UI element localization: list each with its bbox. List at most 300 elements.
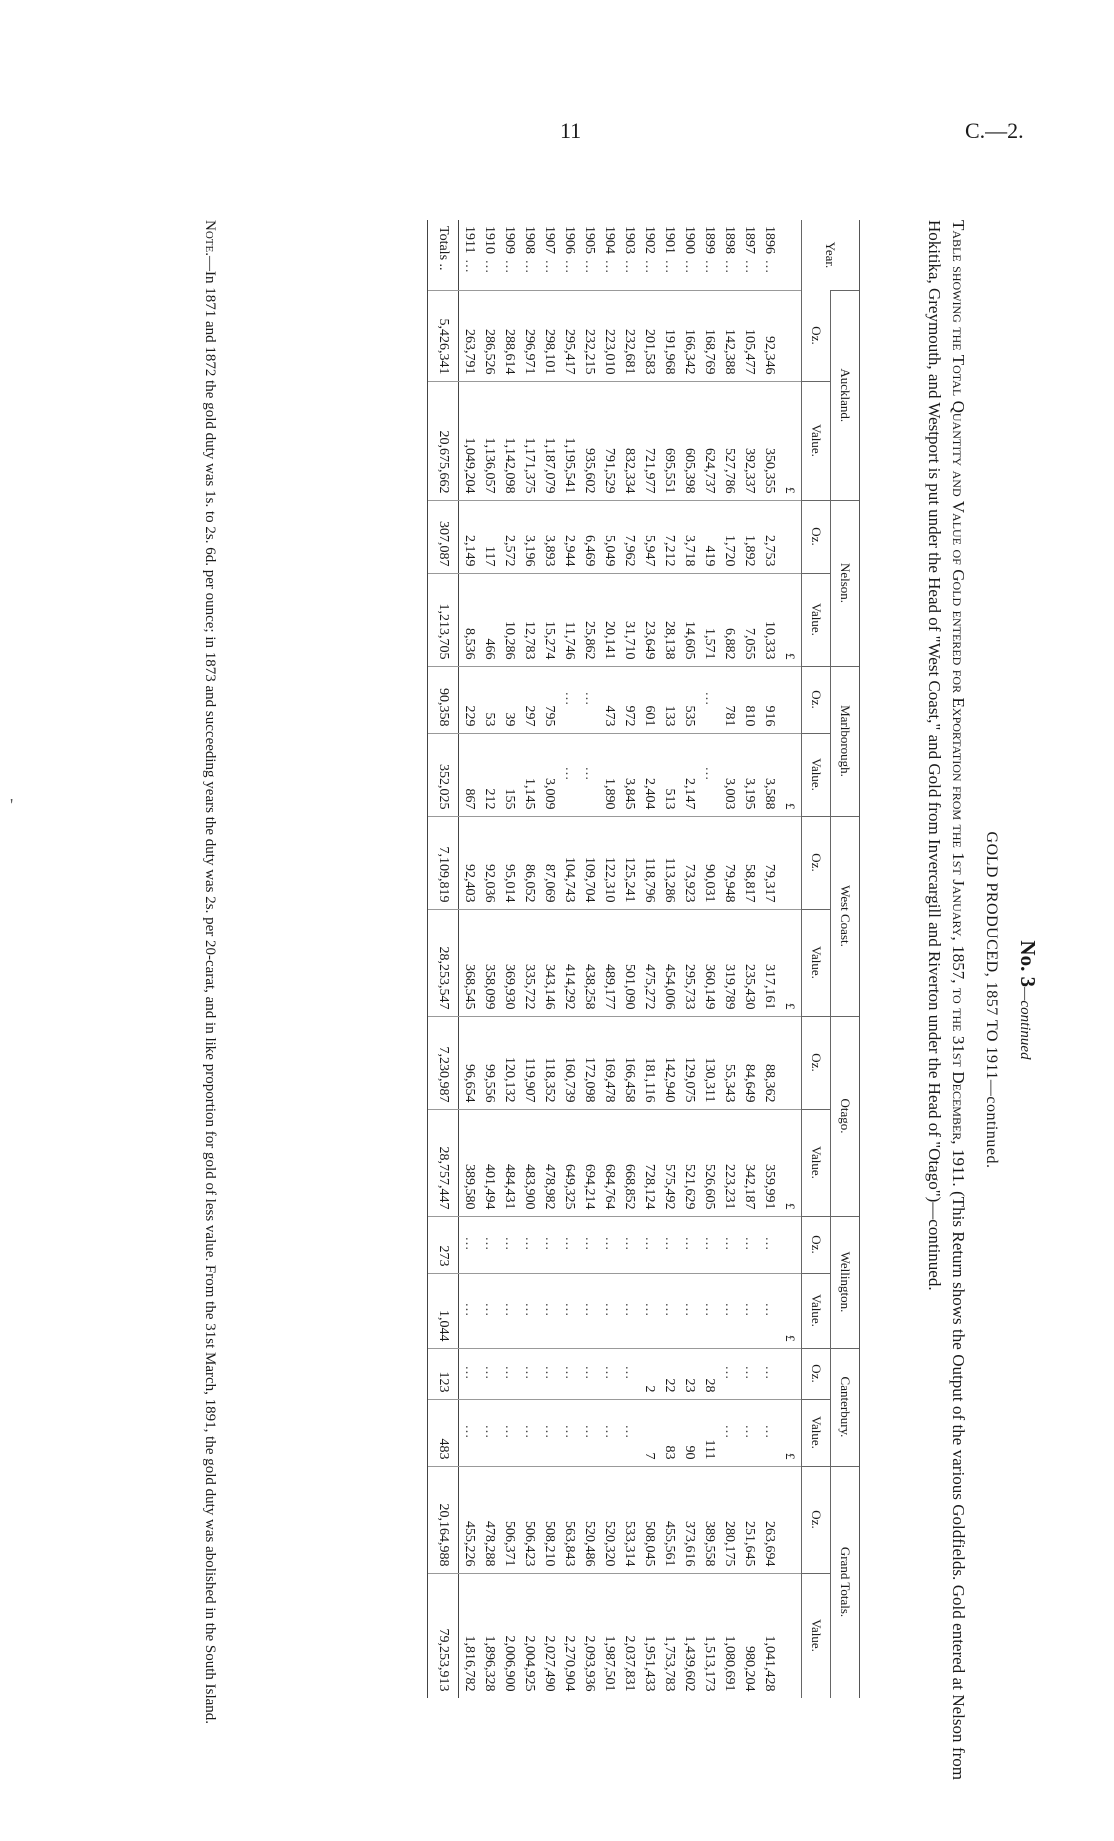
value-cell: … — [719, 1273, 739, 1348]
value-cell: … — [739, 1273, 759, 1348]
unit-spacer — [779, 1573, 802, 1698]
oz-cell: … — [479, 1216, 499, 1273]
value-cell: … — [559, 733, 579, 816]
total-value-cell: 79,253,913 — [428, 1573, 459, 1698]
oz-cell: … — [599, 1216, 619, 1273]
total-oz-cell: 307,087 — [428, 500, 459, 573]
oz-cell: 166,342 — [679, 291, 699, 382]
value-cell: … — [559, 1399, 579, 1466]
oz-cell: 99,556 — [479, 1016, 499, 1109]
note-label: Note. — [202, 220, 218, 256]
value-cell: 343,146 — [539, 909, 559, 1016]
value-cell: 2,004,925 — [519, 1573, 539, 1698]
value-cell: 1,890 — [599, 733, 619, 816]
oz-cell: 5,049 — [599, 500, 619, 573]
value-cell: 832,334 — [619, 381, 639, 500]
year-cell: 1904 … — [602, 226, 617, 276]
oz-cell: 280,175 — [719, 1466, 739, 1573]
oz-cell: … — [499, 1216, 519, 1273]
year-value: 1903 — [622, 226, 637, 254]
value-cell: 1,195,541 — [559, 381, 579, 500]
table-row — [499, 220, 519, 1698]
pound-symbol: £ — [779, 733, 802, 816]
total-value-cell: 1,044 — [428, 1273, 459, 1348]
oz-cell: 113,286 — [659, 816, 679, 909]
oz-cell: 105,477 — [739, 291, 759, 382]
gold-production-table — [427, 220, 860, 1698]
table-row — [479, 220, 499, 1698]
page-number: 11 — [560, 118, 582, 143]
value-cell: 649,325 — [559, 1109, 579, 1216]
value-cell: 1,187,079 — [539, 381, 559, 500]
oz-cell: 90,031 — [699, 816, 719, 909]
year-cell: 1906 … — [562, 226, 577, 276]
value-header: Value. — [802, 909, 831, 1016]
year-value: 1900 — [682, 226, 697, 254]
oz-cell: 781 — [719, 666, 739, 733]
total-oz-cell: 7,230,987 — [428, 1016, 459, 1109]
oz-cell: 972 — [619, 666, 639, 733]
value-cell: 3,195 — [739, 733, 759, 816]
value-cell: … — [739, 1399, 759, 1466]
value-cell: 360,149 — [699, 909, 719, 1016]
oz-cell: 160,739 — [559, 1016, 579, 1109]
oz-cell: … — [759, 1216, 779, 1273]
table-row — [639, 220, 659, 1698]
oz-cell: 5,947 — [639, 500, 659, 573]
value-cell: … — [499, 1273, 519, 1348]
stray-mark: ' — [10, 795, 14, 815]
oz-cell: 181,116 — [639, 1016, 659, 1109]
value-cell: … — [519, 1273, 539, 1348]
oz-cell: … — [599, 1348, 619, 1399]
oz-cell: 104,743 — [559, 816, 579, 909]
value-cell: 25,862 — [579, 573, 599, 666]
value-cell: 2,270,904 — [559, 1573, 579, 1698]
oz-cell: 2,572 — [499, 500, 519, 573]
footnote — [200, 220, 220, 1780]
value-cell: 155 — [499, 733, 519, 816]
oz-cell: 87,069 — [539, 816, 559, 909]
value-cell: 501,090 — [619, 909, 639, 1016]
table-body — [428, 220, 802, 1698]
oz-cell: 23 — [679, 1348, 699, 1399]
year-cell: 1910 … — [482, 226, 497, 276]
year-cell: 1899 … — [702, 226, 717, 276]
year-value: 1904 — [602, 226, 617, 254]
oz-cell: 810 — [739, 666, 759, 733]
value-cell: 15,274 — [539, 573, 559, 666]
oz-cell: 520,486 — [579, 1466, 599, 1573]
value-cell: … — [599, 1399, 619, 1466]
heading-suffix: —continued — [1017, 987, 1033, 1060]
oz-cell: 133 — [659, 666, 679, 733]
oz-cell: … — [739, 1348, 759, 1399]
oz-header: Oz. — [802, 500, 831, 573]
value-cell: 1,142,098 — [499, 381, 519, 500]
value-cell: 2,006,900 — [499, 1573, 519, 1698]
oz-cell: 28 — [699, 1348, 719, 1399]
total-value-cell: 28,757,447 — [428, 1109, 459, 1216]
value-cell: 369,930 — [499, 909, 519, 1016]
table-row — [519, 220, 539, 1698]
value-cell: 1,571 — [699, 573, 719, 666]
value-cell: … — [519, 1399, 539, 1466]
pound-symbol: £ — [779, 1273, 802, 1348]
value-cell: 684,764 — [599, 1109, 619, 1216]
oz-cell: 6,469 — [579, 500, 599, 573]
value-cell: 454,006 — [659, 909, 679, 1016]
value-cell: … — [559, 1273, 579, 1348]
year-cell: 1898 … — [722, 226, 737, 276]
value-cell: 335,722 — [519, 909, 539, 1016]
oz-cell: 506,371 — [499, 1466, 519, 1573]
value-cell: 624,737 — [699, 381, 719, 500]
unit-spacer — [779, 1466, 802, 1573]
pound-symbol: £ — [779, 1399, 802, 1466]
value-cell: 1,753,783 — [659, 1573, 679, 1698]
oz-cell: … — [639, 1216, 659, 1273]
oz-cell: 92,346 — [759, 291, 779, 382]
note-text: —In 1871 and 1872 the gold duty was 1s. to 2s. 6d. per ounce; in 1873 and succeeding years the duty was 2s. per 20-carat, and in like proportion for gold of less value. From the 31st March, 1891, the gold duty was abolished in the South Island. — [202, 255, 218, 1725]
year-value: 1898 — [722, 226, 737, 254]
value-cell: … — [539, 1273, 559, 1348]
oz-cell: 535 — [679, 666, 699, 733]
value-cell: 791,529 — [599, 381, 619, 500]
oz-cell: 263,694 — [759, 1466, 779, 1573]
oz-cell: … — [619, 1216, 639, 1273]
oz-cell: 419 — [699, 500, 719, 573]
value-cell: 728,124 — [639, 1109, 659, 1216]
oz-header: Oz. — [802, 1016, 831, 1109]
unit-spacer — [779, 816, 802, 909]
value-cell: 11,746 — [559, 573, 579, 666]
oz-cell: 79,948 — [719, 816, 739, 909]
oz-cell: 130,311 — [699, 1016, 719, 1109]
value-cell: 359,991 — [759, 1109, 779, 1216]
value-cell: 521,629 — [679, 1109, 699, 1216]
value-cell: 319,789 — [719, 909, 739, 1016]
value-cell: 392,337 — [739, 381, 759, 500]
value-cell: 8,536 — [459, 573, 480, 666]
oz-cell: … — [539, 1216, 559, 1273]
pound-symbol: £ — [779, 909, 802, 1016]
value-cell: 1,049,204 — [459, 381, 480, 500]
value-cell: 475,272 — [639, 909, 659, 1016]
oz-cell: … — [579, 1216, 599, 1273]
oz-cell: … — [459, 1348, 480, 1399]
value-cell: … — [499, 1399, 519, 1466]
oz-cell: 298,101 — [539, 291, 559, 382]
oz-cell: 117 — [479, 500, 499, 573]
value-header: Value. — [802, 1109, 831, 1216]
value-cell: 3,009 — [539, 733, 559, 816]
oz-cell: … — [479, 1348, 499, 1399]
oz-cell: 118,352 — [539, 1016, 559, 1109]
oz-cell: 563,843 — [559, 1466, 579, 1573]
oz-cell: 109,704 — [579, 816, 599, 909]
value-cell: 401,494 — [479, 1109, 499, 1216]
oz-cell: 191,968 — [659, 291, 679, 382]
value-cell: 1,171,375 — [519, 381, 539, 500]
value-cell: 317,161 — [759, 909, 779, 1016]
year-value: 1910 — [482, 226, 497, 254]
value-cell: 526,605 — [699, 1109, 719, 1216]
oz-cell: … — [539, 1348, 559, 1399]
pound-symbol: £ — [779, 573, 802, 666]
oz-cell: 172,098 — [579, 1016, 599, 1109]
oz-cell: 119,907 — [519, 1016, 539, 1109]
value-cell: 484,431 — [499, 1109, 519, 1216]
oz-cell: 3,718 — [679, 500, 699, 573]
oz-cell: … — [559, 1348, 579, 1399]
oz-cell: 295,417 — [559, 291, 579, 382]
totals-label: Totals .. — [428, 220, 459, 291]
oz-cell: 122,310 — [599, 816, 619, 909]
year-cell: 1897 … — [742, 226, 757, 276]
oz-cell: … — [559, 666, 579, 733]
oz-cell: 506,423 — [519, 1466, 539, 1573]
value-header: Value. — [802, 733, 831, 816]
value-cell: 83 — [659, 1399, 679, 1466]
table-row — [659, 220, 679, 1698]
value-cell: … — [699, 733, 719, 816]
oz-cell: 142,940 — [659, 1016, 679, 1109]
oz-cell: 2,753 — [759, 500, 779, 573]
oz-cell: 84,649 — [739, 1016, 759, 1109]
value-cell: 1,080,691 — [719, 1573, 739, 1698]
value-header: Value. — [802, 1273, 831, 1348]
value-cell: 389,580 — [459, 1109, 480, 1216]
value-cell: 23,649 — [639, 573, 659, 666]
value-cell: 235,430 — [739, 909, 759, 1016]
unit-spacer — [779, 1016, 802, 1109]
table-row — [699, 220, 719, 1698]
value-cell: 1,896,328 — [479, 1573, 499, 1698]
oz-cell: 3,893 — [539, 500, 559, 573]
oz-cell: 508,210 — [539, 1466, 559, 1573]
pound-symbol: £ — [779, 381, 802, 500]
value-cell: 980,204 — [739, 1573, 759, 1698]
table-description — [922, 220, 970, 1780]
value-cell: 1,439,602 — [679, 1573, 699, 1698]
oz-cell: 251,645 — [739, 1466, 759, 1573]
value-cell: 90 — [679, 1399, 699, 1466]
oz-cell: 2 — [639, 1348, 659, 1399]
value-cell: … — [579, 733, 599, 816]
year-cell: 1900 … — [682, 226, 697, 276]
total-value-cell: 352,025 — [428, 733, 459, 816]
oz-cell: 601 — [639, 666, 659, 733]
oz-cell: 129,075 — [679, 1016, 699, 1109]
year-cell: 1909 … — [502, 226, 517, 276]
value-cell: 2,027,490 — [539, 1573, 559, 1698]
region-header: Auckland. — [831, 291, 860, 501]
year-cell: 1901 … — [662, 226, 677, 276]
value-cell: … — [479, 1399, 499, 1466]
value-cell: 6,882 — [719, 573, 739, 666]
oz-cell: … — [559, 1216, 579, 1273]
oz-cell: 232,215 — [579, 291, 599, 382]
table-row — [759, 220, 779, 1698]
region-header: Canterbury. — [831, 1348, 860, 1466]
value-cell: 1,513,173 — [699, 1573, 719, 1698]
oz-header: Oz. — [802, 816, 831, 909]
table-row — [739, 220, 759, 1698]
value-cell: … — [459, 1273, 480, 1348]
oz-cell: 286,526 — [479, 291, 499, 382]
value-header: Value. — [802, 1399, 831, 1466]
oz-cell: 39 — [499, 666, 519, 733]
value-cell: … — [619, 1273, 639, 1348]
total-value-cell: 1,213,705 — [428, 573, 459, 666]
oz-cell: 373,616 — [679, 1466, 699, 1573]
oz-cell: 7,212 — [659, 500, 679, 573]
year-value: 1908 — [522, 226, 537, 254]
value-cell: 111 — [699, 1399, 719, 1466]
rotated-table-page — [170, 190, 1040, 1810]
table-row — [539, 220, 559, 1698]
table-row — [579, 220, 599, 1698]
oz-cell: 92,403 — [459, 816, 480, 909]
value-cell: 1,987,501 — [599, 1573, 619, 1698]
value-cell: 1,145 — [519, 733, 539, 816]
oz-cell: 22 — [659, 1348, 679, 1399]
oz-header: Oz. — [802, 1348, 831, 1399]
value-cell: … — [459, 1399, 480, 1466]
value-cell: … — [759, 1399, 779, 1466]
year-value: 1896 — [762, 226, 777, 254]
year-value: 1905 — [582, 226, 597, 254]
region-header: Wellington. — [831, 1216, 860, 1348]
value-header: Value. — [802, 1573, 831, 1698]
oz-cell: … — [519, 1216, 539, 1273]
unit-row — [779, 220, 802, 1698]
oz-cell: 795 — [539, 666, 559, 733]
value-cell: 31,710 — [619, 573, 639, 666]
year-value: 1909 — [502, 226, 517, 254]
value-cell: 3,588 — [759, 733, 779, 816]
oz-cell: 86,052 — [519, 816, 539, 909]
oz-cell: … — [699, 1216, 719, 1273]
region-header: West Coast. — [831, 816, 860, 1016]
oz-cell: 229 — [459, 666, 480, 733]
oz-cell: … — [579, 666, 599, 733]
oz-cell: 297 — [519, 666, 539, 733]
oz-cell: 201,583 — [639, 291, 659, 382]
value-cell: … — [679, 1273, 699, 1348]
value-cell: 1,136,057 — [479, 381, 499, 500]
value-cell: 489,177 — [599, 909, 619, 1016]
oz-cell: 389,558 — [699, 1466, 719, 1573]
oz-header: Oz. — [802, 1466, 831, 1573]
oz-cell: … — [459, 1216, 480, 1273]
value-cell: 1,041,428 — [759, 1573, 779, 1698]
value-cell: 2,147 — [679, 733, 699, 816]
oz-cell: … — [579, 1348, 599, 1399]
year-value: 1901 — [662, 226, 677, 254]
region-header: Grand Totals. — [831, 1466, 860, 1698]
oz-cell: 473 — [599, 666, 619, 733]
oz-cell: … — [719, 1348, 739, 1399]
oz-cell: 118,796 — [639, 816, 659, 909]
value-cell: 358,099 — [479, 909, 499, 1016]
oz-cell: 2,149 — [459, 500, 480, 573]
oz-cell: 142,388 — [719, 291, 739, 382]
oz-cell: 232,681 — [619, 291, 639, 382]
value-cell: 414,292 — [559, 909, 579, 1016]
value-cell: 513 — [659, 733, 679, 816]
region-header: Marlborough. — [831, 666, 860, 816]
unit-spacer — [779, 500, 802, 573]
description-body: (This Return shows the Output of the various Goldfields. Gold entered at Nelson from Hokitika, Greymouth, and Westport is put under the Head of "West Coast," and Gold from Invercargill and Riverton under the Head of "Otago")—continued. — [925, 220, 968, 1780]
table-header — [802, 220, 860, 1698]
oz-cell: 55,343 — [719, 1016, 739, 1109]
totals-row — [428, 220, 459, 1698]
unit-spacer — [779, 1216, 802, 1273]
value-cell: … — [659, 1273, 679, 1348]
total-oz-cell: 273 — [428, 1216, 459, 1273]
year-cell: 1903 … — [622, 226, 637, 276]
oz-header: Oz. — [802, 291, 831, 382]
value-cell: 695,551 — [659, 381, 679, 500]
oz-cell: 533,314 — [619, 1466, 639, 1573]
value-cell: 10,286 — [499, 573, 519, 666]
value-cell: 668,852 — [619, 1109, 639, 1216]
oz-cell: 2,944 — [559, 500, 579, 573]
oz-cell: … — [719, 1216, 739, 1273]
value-cell: 12,783 — [519, 573, 539, 666]
value-cell: … — [719, 1399, 739, 1466]
value-cell: 438,258 — [579, 909, 599, 1016]
unit-spacer — [779, 1348, 802, 1399]
value-cell: 721,977 — [639, 381, 659, 500]
oz-cell: 58,817 — [739, 816, 759, 909]
oz-cell: 120,132 — [499, 1016, 519, 1109]
year-cell: 1911 … — [462, 226, 477, 275]
value-cell: … — [579, 1273, 599, 1348]
year-value: 1902 — [642, 226, 657, 254]
header-row-regions — [831, 220, 860, 1698]
unit-spacer — [779, 666, 802, 733]
header-row-subcolumns — [802, 220, 831, 1698]
value-header: Value. — [802, 381, 831, 500]
total-oz-cell: 123 — [428, 1348, 459, 1399]
table-row — [599, 220, 619, 1698]
value-cell: 7 — [639, 1399, 659, 1466]
oz-cell: 96,654 — [459, 1016, 480, 1109]
value-cell: 478,982 — [539, 1109, 559, 1216]
value-cell: 483,900 — [519, 1109, 539, 1216]
oz-cell: 7,962 — [619, 500, 639, 573]
unit-spacer — [779, 220, 802, 291]
year-value: 1899 — [702, 226, 717, 254]
oz-cell: 520,320 — [599, 1466, 619, 1573]
total-oz-cell: 90,358 — [428, 666, 459, 733]
oz-cell: 916 — [759, 666, 779, 733]
table-row — [679, 220, 699, 1698]
table-row — [459, 220, 480, 1698]
value-cell: 527,786 — [719, 381, 739, 500]
value-cell: … — [699, 1273, 719, 1348]
table-row — [559, 220, 579, 1698]
total-value-cell: 483 — [428, 1399, 459, 1466]
value-cell: 20,141 — [599, 573, 619, 666]
oz-cell: 168,769 — [699, 291, 719, 382]
value-cell: … — [619, 1399, 639, 1466]
oz-cell: 95,014 — [499, 816, 519, 909]
region-header: Otago. — [831, 1016, 860, 1216]
